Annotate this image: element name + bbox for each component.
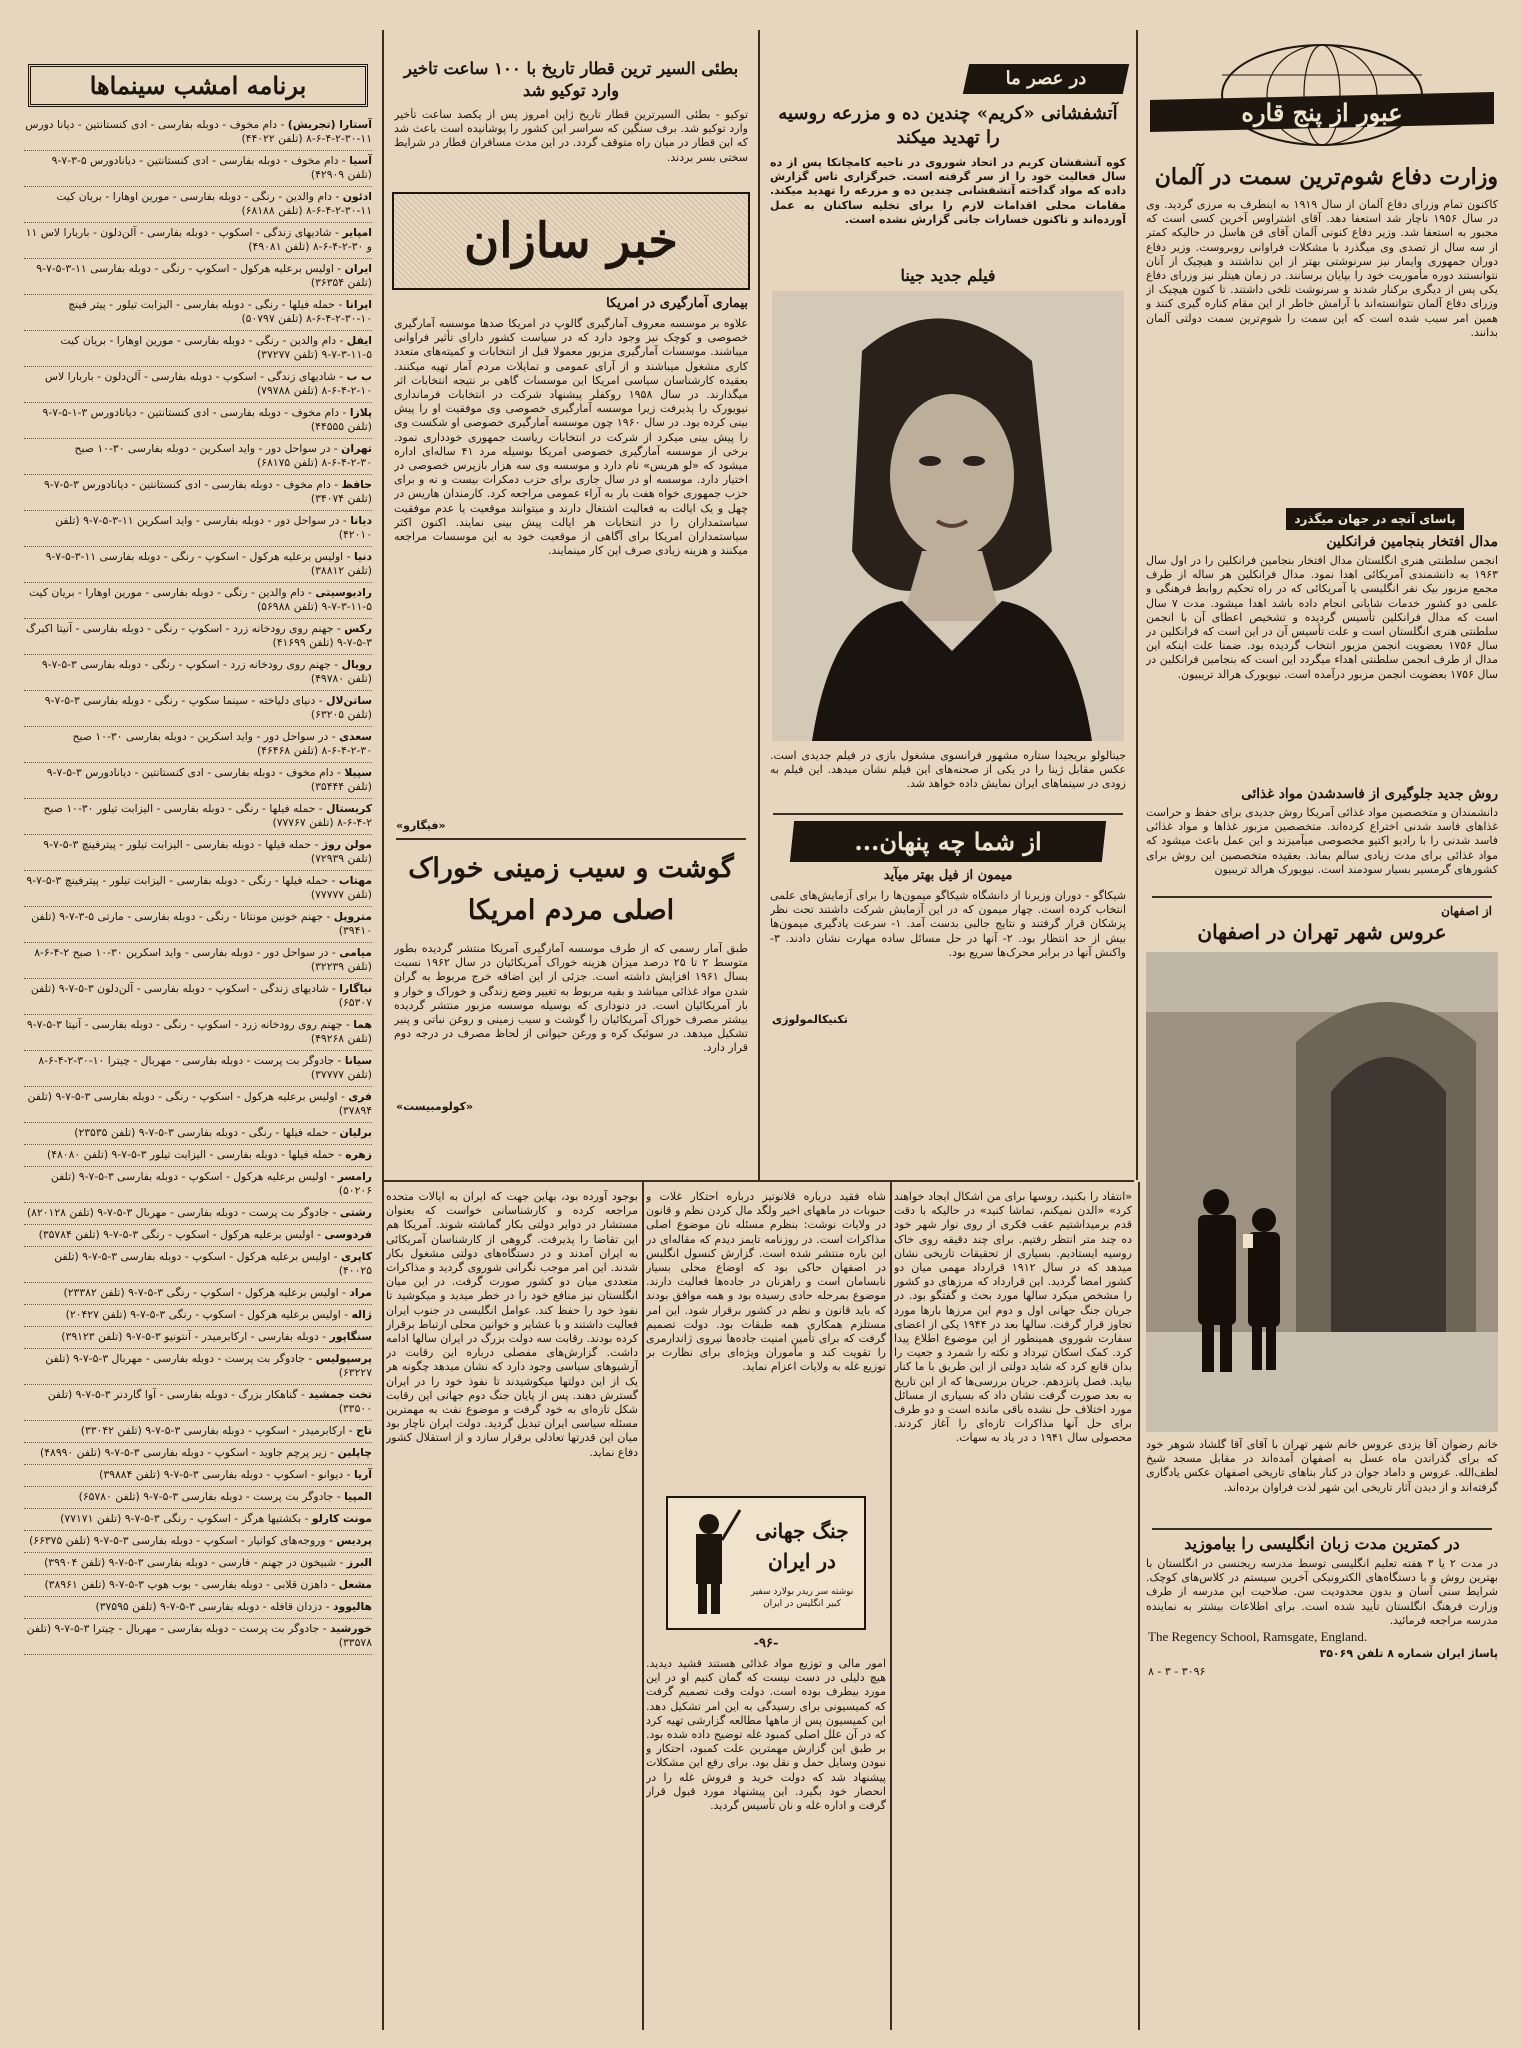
cinema-details: دام مخوف - دوبله بفارسی - ادی کنستانتین - دیانادورس ۵-۳-۷-۹ (تلفن ۴۲۹۰۹) [51, 154, 372, 181]
cinema-title-box [28, 64, 368, 107]
cinema-name: تاج [356, 1424, 372, 1437]
cinema-listing: ایرانا - حمله فیلها - رنگی - دوبله بفارسی - الیزابت تیلور - پیتر فینچ ۱۰-۳۰-۲-۴-۶-۸ (تلفن ۵۰۷۹۷) [24, 295, 372, 331]
cinema-details: دام مخوف - دوبله بفارسی - ادی کنستانتین - دیانادورس ۳-۵-۷-۹ (تلفن ۳۵۴۴۴) [46, 766, 372, 793]
volcano-article: کوه آتشفشان کریم در اتحاد شوروی در ناحیه کامچاتکا پس از ده سال فعالیت خود را از سر گرفته است. خبرگزاری تاس گزارش داده که مواد گداخته آتشفشانی چندین ده و مزرعه را تهدید میکند. مقامات محلی اقدامات لازم را برای تخلیه ساکنان به عمل آورده‌اند و تاکنون خسارات جانی گزارش نشده است. [770, 156, 1126, 226]
cinema-listing: خورشید - جادوگر بت پرست - دوبله بفارسی - مهربال - چیترا ۳-۵-۷-۹ (تلفن ۳۳۵۷۸) [24, 1619, 372, 1655]
portrait-illustration [772, 291, 1124, 741]
column-rule [890, 1182, 892, 2030]
cinema-name: آسیا [349, 154, 372, 167]
serial-page-number: -۹۶- [753, 1636, 779, 1651]
cinema-name: مهتاب [338, 874, 372, 887]
medal-kicker: پاسای آنچه در جهان میگذرد [1286, 508, 1464, 530]
cinema-listing: رکس - جهنم روی رودخانه زرد - اسکوپ - رنگی - دوبله بفارسی - آنیتا اکبرگ ۳-۵-۷-۹ (تلفن ۴۱۶۹۹) [24, 619, 372, 655]
column-current-events [762, 30, 1134, 1178]
germany-headline: وزارت دفاع شوم‌ترین سمت در آلمان [1154, 164, 1498, 190]
cinema-details: گناهکار بزرگ - دوبله بفارسی - آوا گاردنر ۳-۵-۷-۹ (تلفن ۳۳۵۰۰) [47, 1388, 372, 1415]
cinema-listing: تخت جمشید - گناهکار بزرگ - دوبله بفارسی - آوا گاردنر ۳-۵-۷-۹ (تلفن ۳۳۵۰۰) [24, 1385, 372, 1421]
cinema-name: حافظ [341, 478, 372, 491]
cinema-details: حمله فیلها - رنگی - دوبله بفارسی - الیزابت تیلور ۳۰-۱۰ صبح ۲-۴-۶-۸ (تلفن ۷۷۷۶۷) [43, 802, 372, 829]
cinema-listing: هما - جهنم روی رودخانه زرد - اسکوپ - رنگی - دوبله بفارسی - آنیتا ۳-۵-۷-۹ (تلفن ۴۹۲۶۸) [24, 1015, 372, 1051]
cinema-name: زهره [345, 1148, 372, 1161]
cinema-details: حمله فیلها - دوبله بفارسی - الیزابت تیلور ۳-۵-۷-۹ (تلفن ۴۸۰۸۰) [46, 1148, 335, 1161]
cinema-listing: سعدی - در سواحل دور - واید اسکرین - دوبله بفارسی ۳۰-۱۰ صبح ۳۰-۲-۴-۶-۸ (تلفن ۴۶۴۶۸) [24, 727, 372, 763]
cinema-listing: زهره - حمله فیلها - دوبله بفارسی - الیزابت تیلور ۳-۵-۷-۹ (تلفن ۴۸۰۸۰) [24, 1145, 372, 1167]
english-course-headline: در کمترین مدت زبان انگلیسی را بیاموزید [1184, 1534, 1460, 1553]
english-school-address: پاساژ ایران شماره ۸ تلفن ۳۵۰۶۹ [1319, 1647, 1498, 1660]
cinema-listing: ژاله - اولیس برعلیه هرکول - اسکوپ - رنگی ۳-۵-۷-۹ (تلفن ۲۰۴۲۷) [24, 1305, 372, 1327]
cinema-details: دوبله بفارسی - ارکابرمیدر - آنتونیو ۳-۵-۷-۹ (تلفن ۳۹۱۲۳) [61, 1330, 319, 1343]
cinema-details: اولیس برعلیه هرکول - اسکوپ - رنگی - دوبله بفارسی ۱۱-۳-۵-۷-۹ (تلفن ۳۶۳۵۴) [36, 262, 372, 289]
cinema-name: پرسپولیس [315, 1352, 372, 1365]
column-rule [642, 1182, 644, 2030]
cinema-listing: المپیا - جادوگر بت پرست - دوبله بفارسی ۳-۵-۷-۹ (تلفن ۶۵۷۸۰) [24, 1487, 372, 1509]
hidden-headline: از شما چه پنهان... [854, 827, 1042, 856]
cinema-listing: کاپری - اولیس برعلیه هرکول - اسکوپ - دوبله بفارسی ۳-۵-۷-۹ (تلفن ۴۰۰۲۵) [24, 1247, 372, 1283]
column-cinema-listings [18, 30, 378, 2030]
horizontal-rule [396, 838, 746, 840]
cinema-details: اولیس برعلیه هرکول - اسکوپ - دوبله بفارسی ۳-۵-۷-۹ (تلفن ۴۰۰۲۵) [54, 1250, 372, 1277]
cinema-name: دنیا [353, 550, 372, 563]
serial-text-top: شاه فقید درباره قلانوتیز درباره احتکار غلات و حبوبات در ماههای اخیر ولگد مال کردن نظم و قانون در ولایات نوشت: بنظرم مسئله نان موضوع اصلی مذاکرات است. در روزنامه تایمز دیدم که مقاله‌ای در این باره منتشر شده است. گزارش کنسول انگلیس در اصفهان حاکی بود که اوضاع محلی بسیار نابسامان است و راهزنان در جاده‌ها فعالیت دارند. موضوع بمرحله حادی رسیده بود و همه موافق بودند که باید قانون و نظم در کشور برقرار شود. این امر مستلزم همکاری همه طبقات بود. دولت تصمیم گرفت که برای تأمین امنیت جاده‌ها نیروی ژاندارمری را تقویت کند و مأموران ویژه‌ای برای نظارت بر توزیع غله به ولایات اعزام نماید. [646, 1190, 886, 1374]
cinema-listing: متروپل - جهنم خونین مونتانا - رنگی - دوبله بفارسی - مارتی ۵-۳-۷-۹ (تلفن ۳۹۴۱۰) [24, 907, 372, 943]
gallup-article: علاوه بر موسسه معروف آمارگیری گالوپ در امریکا صدها موسسه آمارگیری خصوصی و کوچک نیز وجود دارد که در سیاست کشور دارای تأثیر فراوانی میباشند. موسسات آمارگیری مزبور معمولا قبل از انتخابات و کمیته‌های متعدد کاری مشغول میباشند و از آرای عمومی و تمایلات مردم آمار تهیه میکنند. بعقیده کارشناسان سیاسی امریکا این موسسات گاهی بر نتیجه انتخابات اثر میگذارند. در سال ۱۹۵۸ روکفلر پیشنهاد شرکت در انتخابات فرمانداری نیویورک را پذیرفت زیرا موسسه آمارگیری خصوصی وی موفقیت او را پیش بینی کرده بود. در سال ۱۹۶۰ چون موسسه آمارگیری خصوصی او شکست وی را پیش بینی میکرد از شرکت در انتخابات ریاست جمهوری خودداری نمود. برخی از موسسه آمارگیری خصوصی امریکا بوسیله مرد ۴۱ ساله‌ای اداره میشود که «لو هریس» نام دارد و موسسه وی سه هزار بازپرس خصوصی در اختیار دارد. موسسه او در سال جاری برای حزب دمکرات بیست و نه و برای حزب جمهوری خواه هفت بار به آراء عمومی مراجعه کرد. کارمندان هاریس در چهل و یک ایالت به فعالیت اشتغال دارند و میتوانند موقعیت یا عدم موفقیت سیاستمداران را در انتخابات هر ایالت پیش بینی نمایند. اکنون اکثر سیاستمداران امریکا برای آگاهی از موقعیت خود به این موسسات مراجعه میکنند و هزینه زیادی صرف این کار مینمایند. [394, 317, 748, 558]
cinema-name: مولن روژ [321, 838, 372, 851]
cinema-name: کریستال [326, 802, 372, 815]
cinema-name: خورشید [329, 1622, 372, 1635]
cinema-listing: فری - اولیس برعلیه هرکول - اسکوپ - رنگی - دوبله بفارسی ۳-۵-۷-۹ (تلفن ۳۷۸۹۴) [24, 1087, 372, 1123]
cinema-listing: برلیان - حمله فیلها - رنگی - دوبله بفارسی ۳-۵-۷-۹ (تلفن ۲۳۵۳۵) [24, 1123, 372, 1145]
cinema-listing: مولن روژ - حمله فیلها - دوبله بفارسی - الیزابت تیلور - پیترفینچ ۳-۵-۷-۹ (تلفن ۷۲۹۳۹) [24, 835, 372, 871]
cinema-listing: مونت کارلو - بکشتیها هرگز - اسکوپ - رنگی ۳-۵-۷-۹ (تلفن ۷۷۱۷۱) [24, 1509, 372, 1531]
cinema-name: رویال [341, 658, 372, 671]
soldier-illustration [674, 1506, 744, 1616]
cinema-details: اولیس برعلیه هرکول - اسکوپ - رنگی - دوبله بفارسی ۱۱-۳-۵-۷-۹ (تلفن ۳۸۸۱۲) [45, 550, 372, 577]
corner-tag-box [963, 64, 1129, 94]
cinema-listing: نیاگارا - شادیهای زندگی - اسکوپ - دوبله بفارسی - آلن‌دلون ۳-۵-۷-۹ (تلفن ۶۵۳۰۷) [24, 979, 372, 1015]
news-makers-masthead [392, 192, 750, 290]
cinema-details: حمله فیلها - دوبله بفارسی - الیزابت تیلور - پیترفینچ ۳-۵-۷-۹ (تلفن ۷۲۹۳۹) [43, 838, 372, 865]
cinema-details: بکشتیها هرگز - اسکوپ - رنگی ۳-۵-۷-۹ (تلفن ۷۷۱۷۱) [60, 1512, 302, 1525]
cinema-name: فردوسی [324, 1228, 372, 1241]
cinema-details: اولیس برعلیه هرکول - اسکوپ - دوبله بفارسی ۳-۵-۷-۹ (تلفن ۵۰۲۰۶) [50, 1170, 372, 1197]
corner-tag: در عصر ما [1005, 68, 1087, 89]
cinema-name: ادئون [342, 190, 372, 203]
cinema-details: حمله فیلها - رنگی - دوبله بفارسی ۳-۵-۷-۹ (تلفن ۲۳۵۳۵) [74, 1126, 329, 1139]
gina-caption: جینالولو بریجیدا ستاره مشهور فرانسوی مشغول بازی در فیلم جدیدی است. عکس مقابل ژینا را در یکی از صحنه‌های این فیلم نشان میدهد. این فیلم به زودی در سینماهای ایران نمایش داده خواهد شد. [770, 749, 1126, 791]
train-headline: بطئی السیر ترین قطار تاریخ با ۱۰۰ ساعت تاخیر وارد توکیو شد [403, 59, 739, 100]
cinema-listing: البرز - شبیخون در جهنم - فارسی - دوبله بفارسی ۳-۵-۷-۹ (تلفن ۳۹۹۰۴) [24, 1553, 372, 1575]
cinema-name: فری [348, 1090, 372, 1103]
horizontal-rule [1152, 896, 1492, 898]
hidden-subheadline: میمون از فیل بهتر میآید [883, 868, 1013, 883]
cinema-details: دام والدین - رنگی - دوبله بفارسی - مورین اوهارا - بریان کیت ۱۱-۳۰-۲-۴-۶-۸ (تلفن ۶۸۱۸۸) [56, 190, 372, 217]
cinema-listing: تاج - ارکابرمیدر - اسکوپ - دوبله بفارسی ۳-۵-۷-۹ (تلفن ۳۳۰۴۲) [24, 1421, 372, 1443]
cinema-name: برلیان [339, 1126, 372, 1139]
page-footer-number: ۳۰۹۶ - ۳ - ۸ [1148, 1665, 1206, 1679]
cinema-details: اولیس برعلیه هرکول - اسکوپ - رنگی ۳-۵-۷-۹ (تلفن ۲۳۳۸۲) [63, 1286, 339, 1299]
cinema-listing: حافظ - دام مخوف - دوبله بفارسی - ادی کنستانتین - دیانادورس ۳-۵-۷-۹ (تلفن ۳۴۰۷۴) [24, 475, 372, 511]
medal-headline: مدال افتخار بنجامین فرانکلین [1326, 534, 1498, 550]
cinema-name: هما [353, 1018, 372, 1031]
cinema-name: سیانا [344, 1054, 372, 1067]
cinema-listing: پلازا - دام مخوف - دوبله بفارسی - ادی کنستانتین - دیانادورس ۳-۱-۵-۷-۹ (تلفن ۴۴۵۵۵) [24, 403, 372, 439]
serial-text-bottom: امور مالی و توزیع مواد غذائی هستند قشید دیدید. هیچ دلیلی در دست نیست که گمان کنیم او در این مورد بیطرف بوده است. دولت وقت تصمیم گرفت که کمیسیونی برای رسیدگی به این امر تشکیل دهد. این کمیسیون پس از ماهها مطالعه گزارشی تهیه کرد که در آن علل اصلی کمبود غله توضیح داده شده بود. بر طبق این گزارش مهمترین علت کمبود، احتکار و نبودن وسایل حمل و نقل بود. برای رفع این مشکلات پیشنهاد شد که دولت خرید و فروش غله را در انحصار خود بگیرد. این پیشنهاد مورد قبول قرار گرفت و اداره غله و نان تأسیس گردید. [646, 1657, 886, 1813]
column-news-makers [386, 30, 756, 1178]
cinema-details: شادیهای زندگی - اسکوپ - دوبله بفارسی - آلن‌دلون - باربارا لاس ۱۱ و ۳۰-۲-۴-۶-۸ (تلفن ۴۹۰۸۱) [25, 226, 372, 253]
gallup-headline: بیماری آمارگیری در امریکا [606, 296, 748, 311]
meat-potato-article: طبق آمار رسمی که از طرف موسسه آمارگیری آمریکا منتشر گردیده بطور متوسط ۲ تا ۲۵ درصد میزان هزینه خوراک آمریکائیان در سال ۱۹۶۲ نسبت بسال ۱۹۶۱ افزایش داشته است. جزئی از این اضافه خرج مربوط به گران شدن مواد غذائی میباشد و بقیه مربوط به تغییر وضع زندگی و خوراک و خوار و بار آمریکائیان است. در دنوداری که بوسیله موسسه مزبور منتشر گردیده بیشتر مصرف خوراک آمریکائیان را گوشت و سیب زمینی و روغن نباتی و پنیر تشکیل میدهد. در سوئیک کره و ورغن حیوانی از لحاظ مصرف در درجه دوم قرار دارد. [394, 942, 748, 1055]
cinema-details: جادوگر بت پرست - دوبله بفارسی - مهربال ۳-۵-۷-۹ (تلفن ۶۳۲۲۷) [45, 1352, 372, 1379]
cinema-name: متروپل [333, 910, 372, 923]
germany-article: کاکنون تمام وزرای دفاع آلمان از سال ۱۹۱۹ به اینطرف به مرزی گردید. وی در سال ۱۹۵۶ ناچار شد استعفا دهد. آقای اشتراوس آخرین کسی است که مجبور به استعفا شد. وزیر دفاع کنونی آلمان آقای فن هاسل در حالیکه کمتر از سه سال از تصدی وی میگذرد با مشکلات فراوانی روبروست. وزیر دفاع دوران جمهوری وایمار نیز سرنوشتی بهتر از این نداشتند و هیچیک از آنان نتوانستند دوره مأموریت خود را بپایان برسانند. در زمان هیتلر نیز وزرای دفاع یکی پس از دیگری برکنار شدند و سرنوشت تلخی داشتند. تا کنون هیچیک از وزرای دفاع آلمان نتوانسته‌اند با آرامش خاطر از این مقام کناره گیری کنند و همین امر سبب شده است که این سمت را شوم‌ترین سمت دولتی آلمان بدانند. [1146, 198, 1498, 339]
cinema-listing: مهتاب - حمله فیلها - رنگی - دوبله بفارسی - الیزابت تیلور - پیترفینچ ۳-۵-۷-۹ (تلفن ۷۷۷۷۷) [24, 871, 372, 907]
cinema-details: دام مخوف - دوبله بفارسی - ادی کنستانتین - دیانا دورس ۱۱-۳۰-۲-۴-۶-۸ (تلفن ۴۴۰۲۲) [25, 118, 372, 145]
cinema-details: جادوگر بت پرست - دوبله بفارسی - مهربال - چیترا ۳-۵-۷-۹ (تلفن ۳۳۵۷۸) [26, 1622, 372, 1649]
cinema-listing: هالیوود - دزدان قافله - دوبله بفارسی ۳-۵-۷-۹ (تلفن ۳۷۵۹۵) [24, 1597, 372, 1619]
cinema-list [24, 115, 372, 1655]
cinema-details: در سواحل دور - دوبله بفارسی - واید اسکرین ۳۰-۱۰ صبح ۲-۴-۶-۸ (تلفن ۳۲۲۳۹) [34, 946, 372, 973]
cinema-listing: رویال - جهنم روی رودخانه زرد - اسکوپ - رنگی - دوبله بفارسی ۳-۵-۷-۹ (تلفن ۴۹۷۸۰) [24, 655, 372, 691]
cinema-listing: سیانا - جادوگر بت پرست - دوبله بفارسی - مهربال - چیترا ۱۰-۳۰-۲-۴-۶-۸ (تلفن ۳۷۷۷۷) [24, 1051, 372, 1087]
cinema-name: مراد [349, 1286, 372, 1299]
horizontal-rule [773, 813, 1123, 815]
cinema-listing: رشتی - جادوگر بت پرست - دوبله بفارسی - مهربال ۳-۵-۷-۹ (تلفن ۸۲۰۱۲۸) [24, 1203, 372, 1225]
cinema-name: دیانا [350, 514, 372, 527]
cinema-listing: رامسر - اولیس برعلیه هرکول - اسکوپ - دوبله بفارسی ۳-۵-۷-۹ (تلفن ۵۰۲۰۶) [24, 1167, 372, 1203]
food-preservation-article: دانشمندان و متخصصین مواد غذائی آمریکا روش جدیدی برای حفظ و حراست غذاهای فاسد شدنی اختراع کرده‌اند. متخصصین مزبور غذاها و مواد غذائی فاسد شدنی را با رادیو اکتیو مخصوصی میآمیزند و این عمل باعث میشود که مواد غذائی برای مدت زیادی سالم بماند. بعقیده متخصصین این روش برای کشورهای گرمسیر بسیار سودمند است. نیویورک هرالد تریبیون [1146, 806, 1498, 876]
volcano-headline: آتشفشانی «کریم» چندین ده و مزرعه روسیه را تهدید میکند [778, 103, 1118, 148]
column-rule [382, 30, 384, 2030]
book-ad-box [666, 1496, 866, 1630]
horizontal-rule [384, 1180, 1134, 1182]
cinema-details: دام والدین - رنگی - دوبله بفارسی - مورین اوهارا - بریان کیت ۵-۱۱-۳-۷-۹ (تلفن ۵۶۹۸۸) [28, 586, 372, 613]
mosque-couple-illustration [1146, 952, 1498, 1432]
cinema-name: چاپلین [337, 1446, 372, 1459]
cinema-details: جهنم روی رودخانه زرد - اسکوپ - رنگی - دوبله بفارسی - آنیتا اکبرگ ۳-۵-۷-۹ (تلفن ۴۱۶۹۹) [25, 622, 372, 649]
cinema-name: ب ب [346, 370, 372, 383]
cinema-name: مشعل [338, 1578, 372, 1591]
globe-icon [1144, 40, 1500, 150]
gina-headline: فیلم جدید جینا [900, 266, 996, 285]
food-preservation-headline: روش جدید جلوگیری از فاسدشدن مواد غذائی [1241, 786, 1498, 802]
cinema-name: پردیس [336, 1534, 372, 1547]
medal-article: انجمن سلطنتی هنری انگلستان مدال افتخار بنجامین فرانکلین را در اول سال ۱۹۶۳ به دانشمندی آمریکائی اهدا نمود. مدال فرانکلین هر ساله از طرف مجمع مزبور بیک نفر انگلیسی یا آمریکائی که در راه تحکیم روابط فرهنگی و علمی دو کشور خدمات شایانی انجام داده باشد اهدا میشود. مدت ۷ سال است که مدال فرانکلین تأسیس گردیده و تشخیص اعطای آن با انجمن سلطنتی هنری انگلستان است و علت تأسیس آن در این است که فرانکلین در سال ۱۷۵۶ بعضویت انجمن مزبور انتخاب گردیده بود. ضمنا علت اینکه این مدال از طرف انجمن سلطنتی اهداء میگردد این است که بنجامین فرانکلین در سال ۱۷۵۶ بعضویت انجمن مزبور درآمده است. نیویورک هرالد تریبیون. [1146, 554, 1498, 681]
cinema-details: در سواحل دور - واید اسکرین - دوبله بفارسی ۳۰-۱۰ صبح ۳۰-۲-۴-۶-۸ (تلفن ۶۸۱۷۵) [74, 442, 372, 469]
cinema-details: اولیس برعلیه هرکول - اسکوپ - رنگی ۳-۵-۷-۹ (تلفن ۳۵۷۸۴) [38, 1228, 314, 1241]
meat-potato-headline: گوشت و سیب زمینی خوراک اصلی مردم امریکا [408, 853, 734, 926]
news-makers-title: خبر سازان [464, 213, 678, 269]
cinema-details: جادوگر بت پرست - دوبله بفارسی - مهربال - چیترا ۱۰-۳۰-۲-۴-۶-۸ (تلفن ۳۷۷۷۷) [38, 1054, 372, 1081]
cinema-name: کاپری [341, 1250, 372, 1263]
cinema-name: رکس [344, 622, 372, 635]
cinema-listing: سنگاپور - دوبله بفارسی - ارکابرمیدر - آنتونیو ۳-۵-۷-۹ (تلفن ۳۹۱۲۳) [24, 1327, 372, 1349]
serial-column-left [646, 1190, 886, 2025]
cinema-name: ایفل [346, 334, 372, 347]
cinema-name: آریا [353, 1468, 372, 1481]
cinema-details: جهنم خونین مونتانا - رنگی - دوبله بفارسی - مارتی ۵-۳-۷-۹ (تلفن ۳۹۴۱۰) [31, 910, 372, 937]
cinema-details: حمله فیلها - رنگی - دوبله بفارسی - الیزابت تیلور - پیتر فینچ ۱۰-۳۰-۲-۴-۶-۸ (تلفن ۵۰۷۹۷) [68, 298, 372, 325]
cinema-listing: امپایر - شادیهای زندگی - اسکوپ - دوبله بفارسی - آلن‌دلون - باربارا لاس ۱۱ و ۳۰-۲-۴-۶-۸ (تلفن ۴۹۰۸۱) [24, 223, 372, 259]
english-course-body: در مدت ۲ یا ۳ هفته تعلیم انگلیسی توسط مدرسه ریجنسی در انگلستان با بهترین روش و با دستگاه‌های الکترونیکی آخرین سیستم در کلاس‌های کوچک. شرایط سنی آسان و بدون محدودیت سن. صلاحیت این مدرسه از طرف وزارت فرهنگ انگلستان تأیید شده است. برای اطلاعات بیشتر به نماینده مدرسه مراجعه فرمائید. [1146, 1557, 1498, 1627]
cinema-details: دام مخوف - دوبله بفارسی - ادی کنستانتین - دیانادورس ۳-۱-۵-۷-۹ (تلفن ۴۴۵۵۵) [42, 406, 372, 433]
cinema-details: زیر پرچم جاوید - اسکوپ - دوبله بفارسی ۳-۵-۷-۹ (تلفن ۴۸۹۹۰) [40, 1446, 327, 1459]
cinema-details: جهنم روی رودخانه زرد - اسکوپ - رنگی - دوبله بفارسی ۳-۵-۷-۹ (تلفن ۴۹۷۸۰) [41, 658, 372, 685]
cinema-name: المپیا [344, 1490, 372, 1503]
cinema-listing: مشعل - داهزن قلابی - دوبله بفارسی - بوب هوپ ۳-۵-۷-۹ (تلفن ۳۸۹۶۱) [24, 1575, 372, 1597]
world-masthead-title: عبور از پنج قاره [1241, 98, 1403, 127]
cinema-title: برنامه امشب سینماها [89, 71, 307, 100]
cinema-name: ژاله [351, 1308, 372, 1321]
cinema-details: دام مخوف - دوبله بفارسی - ادی کنستانتین - دیانادورس ۳-۵-۷-۹ (تلفن ۳۴۰۷۴) [43, 478, 372, 505]
cinema-listing: فردوسی - اولیس برعلیه هرکول - اسکوپ - رنگی ۳-۵-۷-۹ (تلفن ۳۵۷۸۴) [24, 1225, 372, 1247]
cinema-listing: آستارا (تجریش) - دام مخوف - دوبله بفارسی - ادی کنستانتین - دیانا دورس ۱۱-۳۰-۲-۴-۶-۸ (تلفن ۴۴۰۲۲) [24, 115, 372, 151]
cinema-details: جادوگر بت پرست - دوبله بفارسی - مهربال ۳-۵-۷-۹ (تلفن ۸۲۰۱۲۸) [26, 1206, 330, 1219]
cinema-name: رشتی [339, 1206, 372, 1219]
cinema-listing: مراد - اولیس برعلیه هرکول - اسکوپ - رنگی ۳-۵-۷-۹ (تلفن ۲۳۳۸۲) [24, 1283, 372, 1305]
cinema-name: هالیوود [332, 1600, 372, 1613]
cinema-listing: دنیا - اولیس برعلیه هرکول - اسکوپ - رنگی - دوبله بفارسی ۱۱-۳-۵-۷-۹ (تلفن ۳۸۸۱۲) [24, 547, 372, 583]
cinema-name: سعدی [339, 730, 372, 743]
cinema-name: تهران [341, 442, 372, 455]
cinema-listing: دیانا - در سواحل دور - دوبله بفارسی - واید اسکرین ۱۱-۳-۵-۷-۹ (تلفن ۴۲۰۱۰) [24, 511, 372, 547]
cinema-details: جهنم روی رودخانه زرد - اسکوپ - رنگی - دوبله بفارسی - آنیتا ۳-۵-۷-۹ (تلفن ۴۹۲۶۸) [26, 1018, 372, 1045]
meat-potato-credit: «کولومبیست» [396, 1100, 474, 1113]
cinema-details: دیوانو - اسکوپ - دوبله بفارسی ۳-۵-۷-۹ (تلفن ۳۹۸۸۴) [99, 1468, 344, 1481]
gallup-credit: «فیگارو» [396, 819, 446, 832]
column-rule [1136, 30, 1138, 1180]
cinema-details: اولیس برعلیه هرکول - اسکوپ - رنگی ۳-۵-۷-۹ (تلفن ۲۰۴۲۷) [65, 1308, 341, 1321]
world-masthead [1144, 40, 1500, 150]
cinema-listing: تهران - در سواحل دور - واید اسکرین - دوبله بفارسی ۳۰-۱۰ صبح ۳۰-۲-۴-۶-۸ (تلفن ۶۸۱۷۵) [24, 439, 372, 475]
cinema-details: داهزن قلابی - دوبله بفارسی - بوب هوپ ۳-۵-۷-۹ (تلفن ۳۸۹۶۱) [44, 1578, 328, 1591]
cinema-details: حمله فیلها - رنگی - دوبله بفارسی - الیزابت تیلور - پیترفینچ ۳-۵-۷-۹ (تلفن ۷۷۷۷۷) [26, 874, 372, 901]
cinema-name: رامسر [337, 1170, 372, 1183]
cinema-name: میامی [339, 946, 372, 959]
cinema-listing: رادیوسیتی - دام والدین - رنگی - دوبله بفارسی - مورین اوهارا - بریان کیت ۵-۱۱-۳-۷-۹ (تلفن ۵۶۹۸۸) [24, 583, 372, 619]
cinema-details: در سواحل دور - واید اسکرین - دوبله بفارسی ۳۰-۱۰ صبح ۳۰-۲-۴-۶-۸ (تلفن ۴۶۴۶۸) [72, 730, 372, 757]
isfahan-headline: عروس شهر تهران در اصفهان [1197, 920, 1447, 944]
cinema-details: دام والدین - رنگی - دوبله بفارسی - مورین اوهارا - بریان کیت ۵-۱۱-۳-۷-۹ (تلفن ۳۷۲۷۷) [60, 334, 372, 361]
hidden-article: شیکاگو - دوران وزیرنا از دانشگاه شیکاگو میمون‌ها را برای آزمایش‌های علمی انتخاب کرده است. چهار میمون که در این آزمایش شرکت داشتند تحت نظر پزشکان قرار گرفتند و نتایج جالبی بدست آمد. ۱- سرعت یادگیری میمون‌ها بیش از حد انتظار بود. ۲- آنها در حل مسائل ساده مهارت نشان دادند. ۳- واکنش آنها در برابر محرک‌ها سریع بود. [770, 889, 1126, 959]
isfahan-caption: خانم رضوان آقا یزدی عروس خانم شهر تهران با آقای آقا گلشاد شوهر خود که برای گذراندن ماه عسل به اصفهان آمده‌اند در مقابل مسجد شیخ لطف‌الله. عروس و داماد جوان در کنار بناهای تاریخی اصفهان عکس یادگاری گرفته‌اند و از دیدن آثار تاریخی این شهر لذت فراوان برده‌اند. [1146, 1438, 1498, 1494]
cinema-listing: کریستال - حمله فیلها - رنگی - دوبله بفارسی - الیزابت تیلور ۳۰-۱۰ صبح ۲-۴-۶-۸ (تلفن ۷۷۷۶۷) [24, 799, 372, 835]
cinema-details: شبیخون در جهنم - فارسی - دوبله بفارسی ۳-۵-۷-۹ (تلفن ۳۹۹۰۴) [44, 1556, 337, 1569]
cinema-details: دنیای دلیاخته - سینما سکوپ - رنگی - دوبله بفارسی ۳-۵-۷-۹ (تلفن ۶۳۲۰۵) [44, 694, 372, 721]
cinema-name: پلازا [349, 406, 372, 419]
cinema-name: نیاگارا [339, 982, 372, 995]
cinema-details: شادیهای زندگی - اسکوپ - دوبله بفارسی - آلن‌دلون - باربارا لاس ۱۰-۲-۴-۶-۸ (تلفن ۷۹۷۸۸) [44, 370, 372, 397]
cinema-listing: چاپلین - زیر پرچم جاوید - اسکوپ - دوبله بفارسی ۳-۵-۷-۹ (تلفن ۴۸۹۹۰) [24, 1443, 372, 1465]
cinema-name: آستارا (تجریش) [287, 118, 372, 131]
serial-column-right: «انتقاد را بکنید، روسها برای من اشکال ایجاد خواهند کرد» «الدن نمیکنم، تماشا کنید» در حالیکه با دقت قدم برمیداشتیم عقب فکری از روی نوار شهر خود ده چند متر انتظر رفتیم. برای چند دقیقه روی خاک روسیه ایستادیم. بسیاری از تحقیقات تاریخی نشان میدهد که در سال ۱۹۱۲ قرارداد مهمی میان دو کشور امضا گردید. این قرارداد که مرزهای دو کشور را مشخص میکرد سالها مورد بحث و گفتگو بود. در جریان جنگ جهانی اول و دوم این مرزها بارها مورد تجاوز قرار گرفت. سالها بعد در ۱۹۴۴ یکی از اعضای سفارت شوروی همینطور از این موضوع اطلاع پیدا کرد. کمک اسکان تیرداد و نکته را شمرد و جعیت را بدان قانع کرد که شاید دولتی از این طریق با ما کنار بیاید. فصل پانزدهم. جریان بررسی‌ها که از این تاریخ به بعد صورت گرفت نشان داد که بسیاری از مسائل مورد اختلاف حل نشده باقی مانده است و دو طرف برای حل آنها مذاکرات تازه‌ای را آغاز کردند. محصولی سال ۱۹۴۱ د در یاد به سهات. [894, 1190, 1132, 1445]
cinema-details: شادیهای زندگی - اسکوپ - دوبله بفارسی - آلن‌دلون ۳-۵-۷-۹ (تلفن ۶۵۳۰۷) [30, 982, 372, 1009]
cinema-details: اولیس برعلیه هرکول - اسکوپ - رنگی - دوبله بفارسی ۳-۵-۷-۹ (تلفن ۳۷۸۹۴) [27, 1090, 372, 1117]
cinema-details: ارکابرمیدر - اسکوپ - دوبله بفارسی ۳-۵-۷-۹ (تلفن ۳۳۰۴۲) [80, 1424, 346, 1437]
english-school-name: The Regency School, Ramsgate, England. [1148, 1629, 1368, 1644]
cinema-listing: پرسپولیس - جادوگر بت پرست - دوبله بفارسی - مهربال ۳-۵-۷-۹ (تلفن ۶۳۲۲۷) [24, 1349, 372, 1385]
isfahan-kicker: از اصفهان [1441, 904, 1492, 918]
gina-photo [772, 291, 1124, 741]
cinema-name: سنگاپور [329, 1330, 372, 1343]
cinema-details: جادوگر بت پرست - دوبله بفارسی ۳-۵-۷-۹ (تلفن ۶۵۷۸۰) [78, 1490, 334, 1503]
column-world-news [1140, 30, 1504, 2030]
serial-column-middle: بوجود آورده بود، بهاین جهت که ایران به ایالات متحده مراجعه کرده و کارشناسانی خواست که بعنوان مستشار در دوایر دولتی بکار گماشته شوند. آمریکا هم این تقاضا را پذیرفت. گروهی از کارشناسان آمریکائی به ایران آمدند و در دستگاه‌های دولتی مشغول بکار شدند. این امر موجب نگرانی شوروی گردید و مذاکرات متعددی میان دو کشور صورت گرفت. در این میان انگلستان نیز منافع خود را در خطر میدید و میکوشید تا نفوذ خود را حفظ کند. عوامل انگلیسی در جنوب ایران فعالیت داشتند و با عشایر و خوانین محلی ارتباط برقرار کرده بودند. رقابت سه دولت بزرگ در ایران سالها ادامه داشت. گزارش‌های مفصلی درباره این رقابت در آرشیوهای سیاسی وجود دارد که نشان میدهد چگونه هر یک از این دولتها میکوشیدند تا نفوذ خود را در ایران گسترش دهند. پس از پایان جنگ دوم جهانی این رقابت شکل تازه‌ای به خود گرفت و موضوع نفت به مهمترین مسئله سیاسی ایران تبدیل گردید. دولت ایران ناچار بود میان این قدرتها تعادلی برقرار سازد و از استقلال کشور دفاع نماید. [386, 1190, 638, 1459]
cinema-name: مونت کارلو [311, 1512, 372, 1525]
cinema-name: رادیوسیتی [315, 586, 372, 599]
cinema-name: البرز [346, 1556, 372, 1569]
cinema-listing: ادئون - دام والدین - رنگی - دوبله بفارسی - مورین اوهارا - بریان کیت ۱۱-۳۰-۲-۴-۶-۸ (تلفن ۶۸۱۸۸) [24, 187, 372, 223]
column-rule [758, 30, 760, 1180]
cinema-name: ایرانا [345, 298, 372, 311]
cinema-name: ساتن‌لال [326, 694, 372, 707]
newspaper-page [18, 30, 1504, 2030]
cinema-details: وروجه‌های کوانیار - اسکوپ - دوبله بفارسی ۳-۵-۷-۹ (تلفن ۶۶۳۷۵) [29, 1534, 326, 1547]
cinema-name: امپایر [342, 226, 372, 239]
cinema-listing: ایران - اولیس برعلیه هرکول - اسکوپ - رنگی - دوبله بفارسی ۱۱-۳-۵-۷-۹ (تلفن ۳۶۳۵۴) [24, 259, 372, 295]
hidden-credit: تکنیکالمولوژی [772, 1013, 848, 1026]
cinema-listing: آسیا - دام مخوف - دوبله بفارسی - ادی کنستانتین - دیانادورس ۵-۳-۷-۹ (تلفن ۴۲۹۰۹) [24, 151, 372, 187]
cinema-listing: ساتن‌لال - دنیای دلیاخته - سینما سکوپ - رنگی - دوبله بفارسی ۳-۵-۷-۹ (تلفن ۶۳۲۰۵) [24, 691, 372, 727]
book-ad-subtitle: نوشته سر ریدر بولارد سفیر کبیر انگلیس در ایران [750, 1587, 854, 1609]
cinema-listing: ب ب - شادیهای زندگی - اسکوپ - دوبله بفارسی - آلن‌دلون - باربارا لاس ۱۰-۲-۴-۶-۸ (تلفن ۷۹۷۸۸) [24, 367, 372, 403]
horizontal-rule [1152, 1528, 1492, 1530]
cinema-name: تخت جمشید [308, 1388, 372, 1401]
cinema-name: ایران [344, 262, 372, 275]
book-ad-title: جنگ جهانی در ایران [755, 1519, 849, 1573]
cinema-details: در سواحل دور - دوبله بفارسی - واید اسکرین ۱۱-۳-۵-۷-۹ (تلفن ۴۲۰۱۰) [55, 514, 372, 541]
cinema-listing: پردیس - وروجه‌های کوانیار - اسکوپ - دوبله بفارسی ۳-۵-۷-۹ (تلفن ۶۶۳۷۵) [24, 1531, 372, 1553]
isfahan-wedding-photo [1146, 952, 1498, 1432]
cinema-listing: آریا - دیوانو - اسکوپ - دوبله بفارسی ۳-۵-۷-۹ (تلفن ۳۹۸۸۴) [24, 1465, 372, 1487]
hidden-headline-box [790, 821, 1106, 862]
cinema-listing: میامی - در سواحل دور - دوبله بفارسی - واید اسکرین ۳۰-۱۰ صبح ۲-۴-۶-۸ (تلفن ۳۲۲۳۹) [24, 943, 372, 979]
cinema-details: دزدان قافله - دوبله بفارسی ۳-۵-۷-۹ (تلفن ۳۷۵۹۵) [95, 1600, 323, 1613]
cinema-name: سپیلا [344, 766, 372, 779]
cinema-listing: ایفل - دام والدین - رنگی - دوبله بفارسی - مورین اوهارا - بریان کیت ۵-۱۱-۳-۷-۹ (تلفن ۳۷۲۷۷) [24, 331, 372, 367]
cinema-listing: سپیلا - دام مخوف - دوبله بفارسی - ادی کنستانتین - دیانادورس ۳-۵-۷-۹ (تلفن ۳۵۴۴۴) [24, 763, 372, 799]
train-article: توکیو - بطئی السیرترین قطار تاریخ ژاپن امروز پس از یکصد ساعت تأخیر وارد توکیو شد. برف سنگین که سراسر این کشور را پوشانیده است باعث شد که این قطار در میان راه متوقف گردد. در این مدت مسافران قطار در شرایط سختی بسر بردند. [394, 108, 748, 164]
